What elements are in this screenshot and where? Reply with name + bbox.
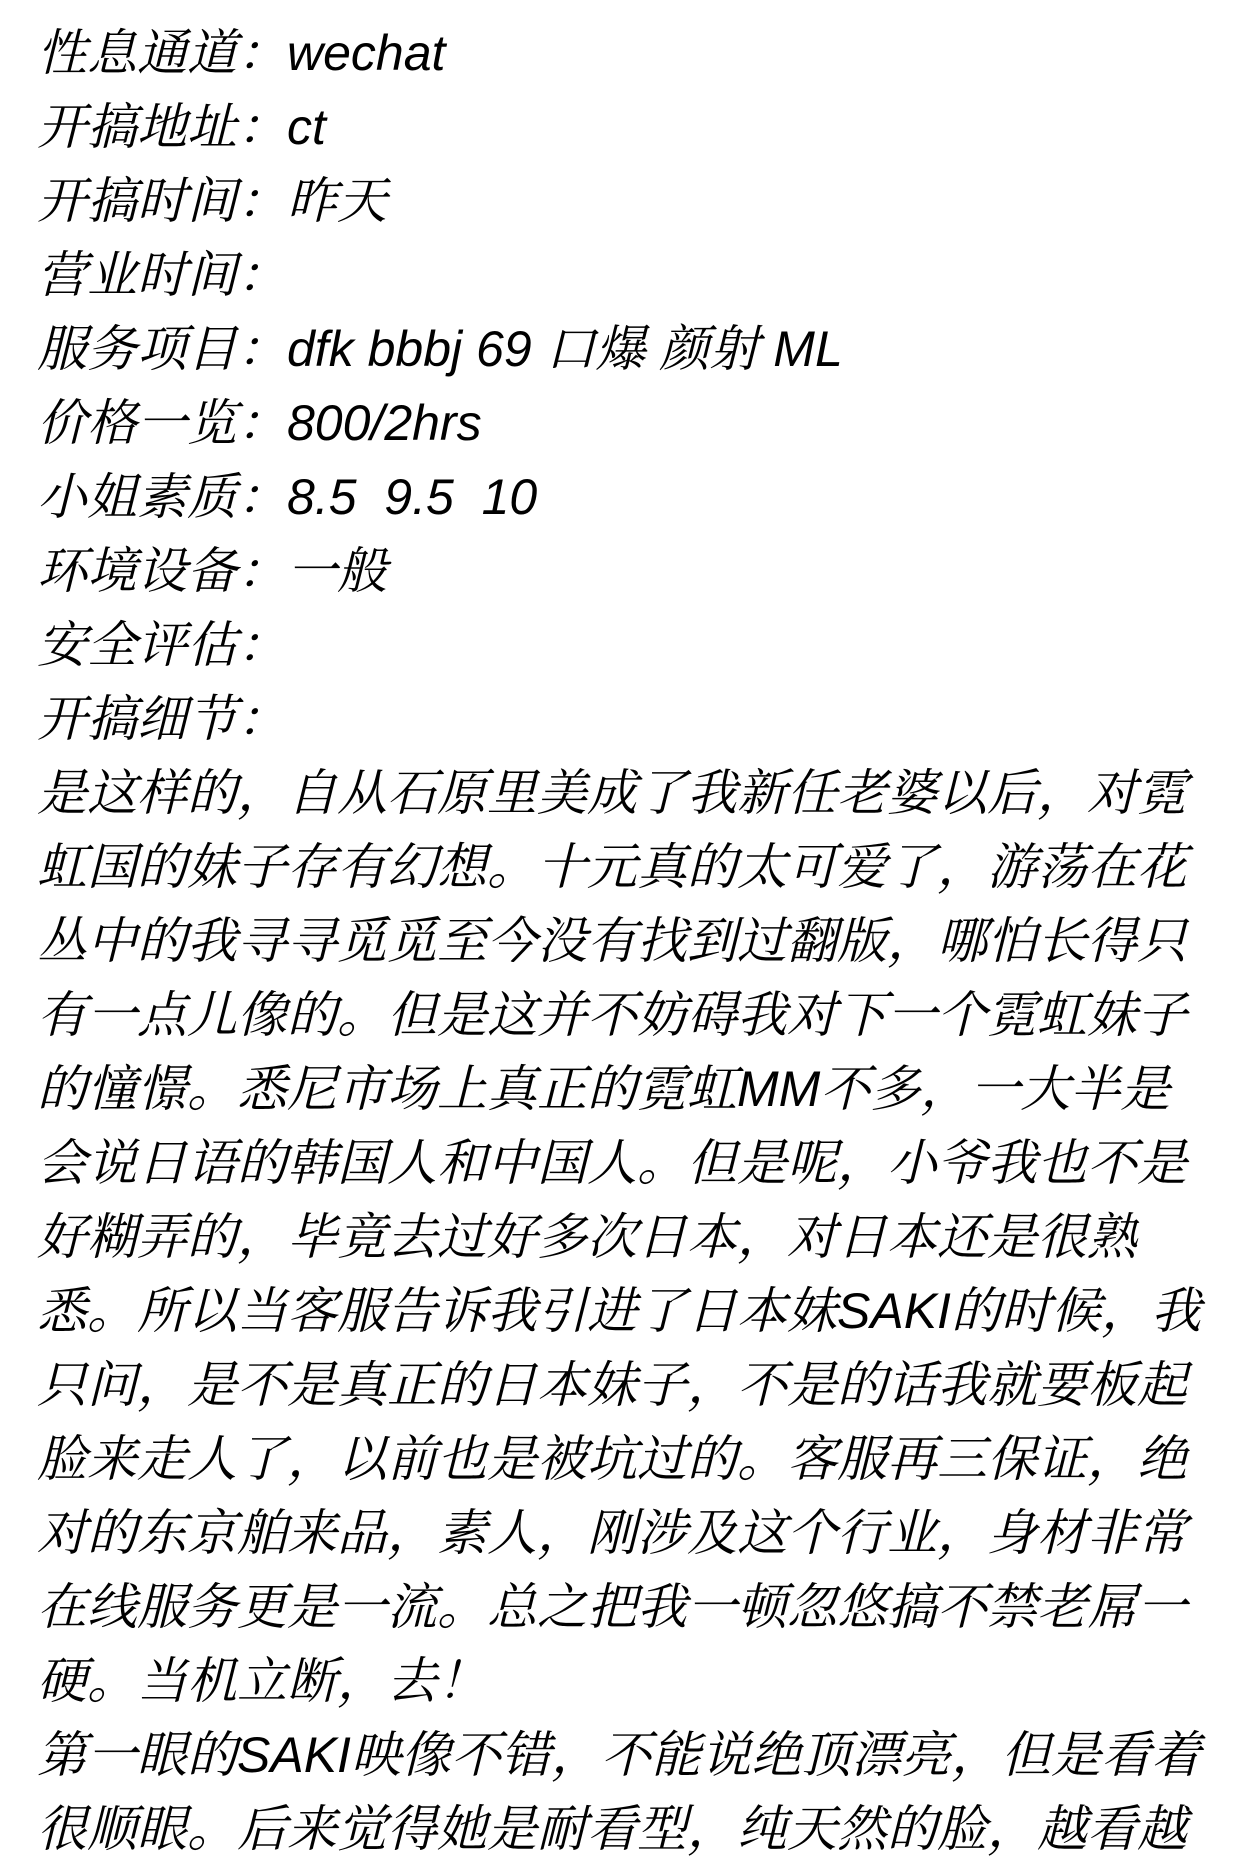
field-row-services — [37, 312, 1216, 386]
field-row-details — [37, 682, 1216, 756]
field-label: 价格一览 — [37, 395, 237, 451]
field-separator: ： — [237, 469, 287, 525]
field-separator: ： — [237, 247, 287, 303]
field-separator: ： — [237, 25, 287, 81]
field-label: 开搞细节 — [37, 691, 237, 747]
field-label: 环境设备 — [37, 543, 237, 599]
field-label: 性息通道 — [37, 25, 237, 81]
field-value: 昨天 — [287, 173, 387, 229]
field-label: 开搞地址 — [37, 99, 237, 155]
field-value: 一般 — [287, 543, 387, 599]
field-row-channel — [37, 16, 1216, 90]
field-separator: ： — [237, 617, 287, 673]
field-row-environment — [37, 534, 1216, 608]
field-value: 800/2hrs — [287, 395, 482, 451]
report-paragraph-1: 是这样的，自从石原里美成了我新任老婆以后，对霓虹国的妹子存有幻想。十元真的太可爱了，游荡在花丛中的我寻寻觅觅至今没有找到过翻版，哪怕长得只有一点儿像的。但是这并不妨碍我对下一个霓虹妹子的憧憬。悉尼市场上真正的霓虹MM不多，一大半是会说日语的韩国人和中国人。但是呢，小爷我也不是好糊弄的，毕竟去过好多次日本，对日本还是很熟悉。所以当客服告诉我引进了日本妹SAKI的时候，我只问，是不是真正的日本妹子，不是的话我就要板起脸来走人了，以前也是被坑过的。客服再三保证，绝对的东京舶来品，素人，刚涉及这个行业，身材非常在线服务更是一流。总之把我一顿忽悠搞不禁老屌一硬。当机立断，去！ — [37, 765, 1201, 1709]
field-separator: ： — [237, 173, 287, 229]
field-separator: ： — [237, 395, 287, 451]
field-separator: ： — [237, 543, 287, 599]
field-separator: ： — [237, 691, 287, 747]
field-label: 安全评估 — [37, 617, 237, 673]
field-row-price — [37, 386, 1216, 460]
field-value: wechat — [287, 25, 446, 81]
field-value: ct — [287, 99, 326, 155]
field-label: 开搞时间 — [37, 173, 237, 229]
field-separator: ： — [237, 99, 287, 155]
field-label: 服务项目 — [37, 321, 237, 377]
field-value: 8.5 9.5 10 — [287, 469, 538, 525]
field-row-safety — [37, 608, 1216, 682]
field-value: dfk bbbj 69 口爆 颜射 ML — [287, 321, 843, 377]
field-separator: ： — [237, 321, 287, 377]
field-row-hours — [37, 238, 1216, 312]
field-label: 营业时间 — [37, 247, 237, 303]
field-label: 小姐素质 — [37, 469, 237, 525]
report-paragraph-2: 第一眼的SAKI映像不错，不能说绝顶漂亮，但是看着很顺眼。后来觉得她是耐看型，纯天然的脸，越看越 — [37, 1727, 1201, 1857]
field-row-address — [37, 90, 1216, 164]
field-row-quality — [37, 460, 1216, 534]
field-row-time — [37, 164, 1216, 238]
